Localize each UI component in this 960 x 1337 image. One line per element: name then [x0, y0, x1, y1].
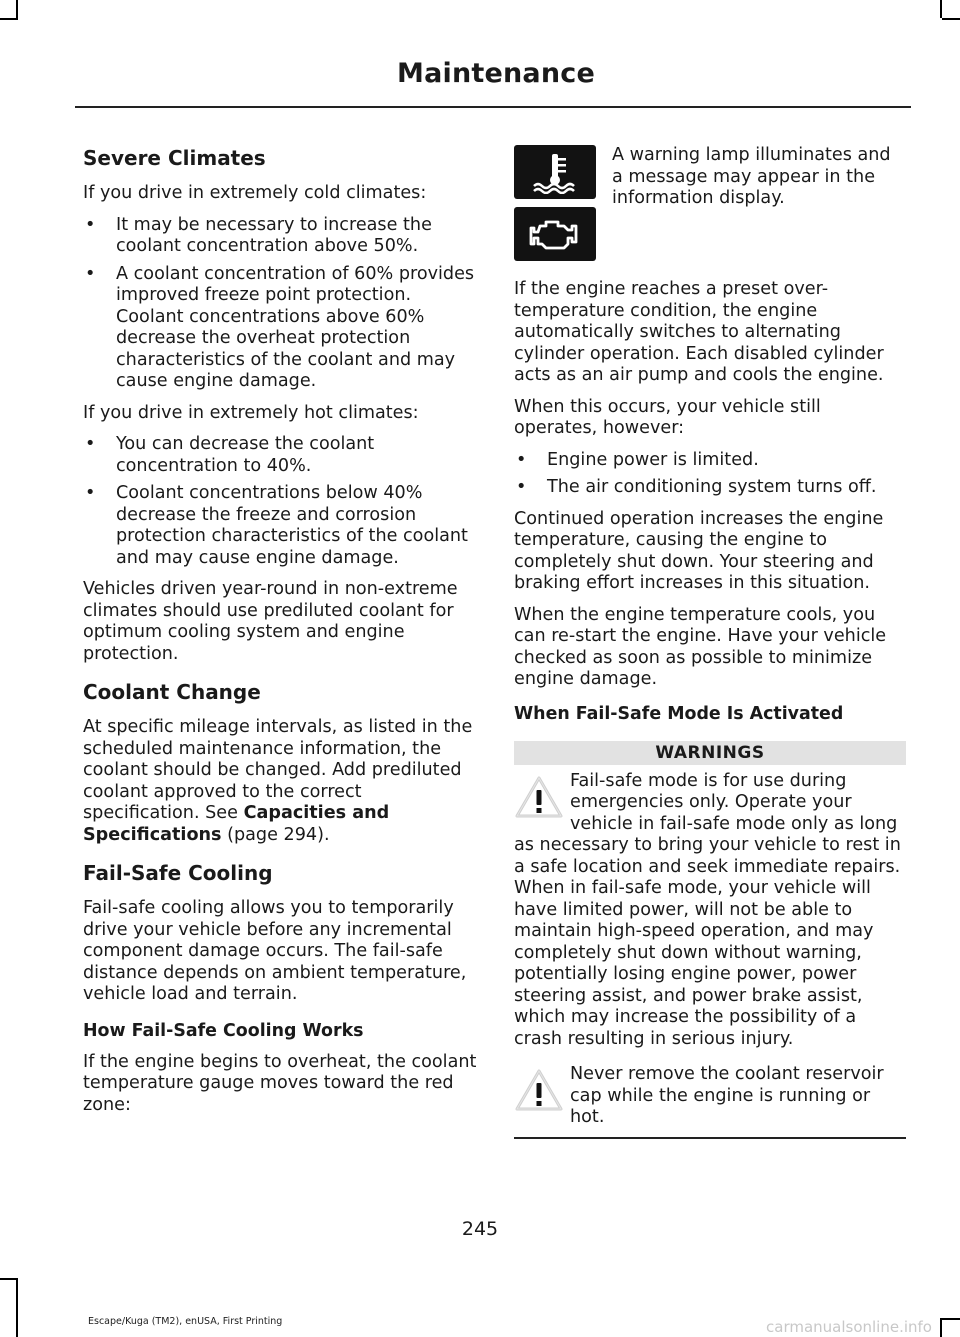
- crop-mark: [942, 1318, 960, 1320]
- page-reference: (page 294).: [221, 824, 330, 845]
- warning-text-2: Never remove the coolant reservoir cap while the engine is running or hot.: [570, 1064, 884, 1127]
- warnings-header: WARNINGS: [514, 741, 906, 765]
- crop-mark: [940, 0, 942, 18]
- occurs-paragraph: When this occurs, your vehicle still operates, however:: [514, 396, 821, 438]
- list-item: • Engine power is limited.: [514, 450, 906, 472]
- left-column: [83, 145, 478, 1126]
- crop-mark: [940, 1318, 942, 1337]
- warnings-end-rule: [514, 1137, 906, 1139]
- right-column: [514, 145, 906, 1139]
- hot-intro: If you drive in extremely hot climates:: [83, 402, 419, 423]
- crop-mark: [0, 18, 18, 20]
- subheading-fail-safe-activated: When Fail-Safe Mode Is Activated: [514, 703, 844, 724]
- warning-triangle-icon: [514, 775, 566, 819]
- warning-fail-safe: [514, 771, 906, 1051]
- section-heading-severe-climates: Severe Climates: [83, 146, 266, 170]
- section-heading-coolant-change: Coolant Change: [83, 680, 261, 704]
- page-number: 245: [461, 1218, 499, 1240]
- warning-reservoir-cap: [514, 1064, 906, 1129]
- coolant-change-text: At specific mileage intervals, as listed in the scheduled maintenance information, the coolant should be changed. Add prediluted coolant approved to the correct specification. See: [83, 717, 473, 823]
- cools-paragraph: When the engine temperature cools, you can re-start the engine. Have your vehicle checked as soon as possible to minimize engine damage.: [514, 604, 887, 689]
- hot-bullet-list: [83, 434, 478, 569]
- list-item: • It may be necessary to increase the coolant concentration above 50%.: [83, 215, 478, 258]
- warning-lamp-icons: [514, 145, 598, 261]
- watermark: carmanualsonline.info: [766, 1318, 932, 1336]
- subheading-how-it-works: How Fail-Safe Cooling Works: [83, 1020, 364, 1041]
- warning-text-1: Fail-safe mode is for use during emergencies only. Operate your vehicle in fail-safe mode only as long as necessary to bring your vehicle to rest in a safe location and seek immediate repairs. When in fail-safe mode, your vehicle will have limited power, will not be able to maintain high-speed operation, and may completely shut down without warning, potentially losing engine power, power steering assist, and power brake assist, which may increase the possibility of a crash resulting in serious injury.: [514, 770, 901, 1049]
- limits-bullet-list: [514, 450, 906, 499]
- crop-mark: [16, 0, 18, 18]
- check-engine-icon: [514, 207, 596, 261]
- warning-triangle-icon: [514, 1068, 566, 1112]
- cold-intro: If you drive in extremely cold climates:: [83, 183, 427, 203]
- warning-lamp-text: A warning lamp illuminates and a message may appear in the information display.: [612, 145, 891, 208]
- footer-text: Escape/Kuga (TM2), enUSA, First Printing: [88, 1316, 283, 1327]
- how-paragraph: If the engine begins to overheat, the coolant temperature gauge moves toward the red zone:: [83, 1051, 477, 1115]
- crop-mark: [942, 18, 960, 20]
- capacities-reference-link[interactable]: Capacities and Specifications: [83, 803, 390, 845]
- page-title: Maintenance: [397, 58, 595, 89]
- continued-paragraph: Continued operation increases the engine temperature, causing the engine to completely shut down. Your steering and braking effort increases in this situation.: [514, 508, 884, 593]
- fail-safe-paragraph: Fail-safe cooling allows you to temporarily drive your vehicle before any incremental component damage occurs. The fail-safe distance depends on ambient temperature, vehicle load and terrain.: [83, 898, 467, 1004]
- section-heading-fail-safe-cooling: Fail-Safe Cooling: [83, 861, 273, 885]
- list-item: • A coolant concentration of 60% provides improved freeze point protection. Coolant concentrations above 60% decrease the overheat protection characteristics of the coolant and may cause engine damage.: [83, 264, 478, 393]
- crop-mark: [0, 1278, 18, 1280]
- coolant-temperature-icon: [514, 145, 596, 199]
- coolant-change-paragraph: [83, 717, 478, 846]
- prediluted-paragraph: Vehicles driven year-round in non-extreme climates should use prediluted coolant for optimum cooling system and engine protection.: [83, 579, 458, 664]
- header-rule: [75, 106, 911, 108]
- cold-bullet-list: [83, 215, 478, 393]
- list-item: • Coolant concentrations below 40% decrease the freeze and corrosion protection characteristics of the coolant and may cause engine damage.: [83, 483, 478, 569]
- warning-lamp-block: [514, 145, 906, 261]
- preset-paragraph: If the engine reaches a preset over-temperature condition, the engine automatically switches to alternating cylinder operation. Each disabled cylinder acts as an air pump and cools the engine.: [514, 279, 884, 385]
- list-item: • The air conditioning system turns off.: [514, 477, 906, 499]
- list-item: • You can decrease the coolant concentration to 40%.: [83, 434, 478, 477]
- crop-mark: [16, 1278, 18, 1337]
